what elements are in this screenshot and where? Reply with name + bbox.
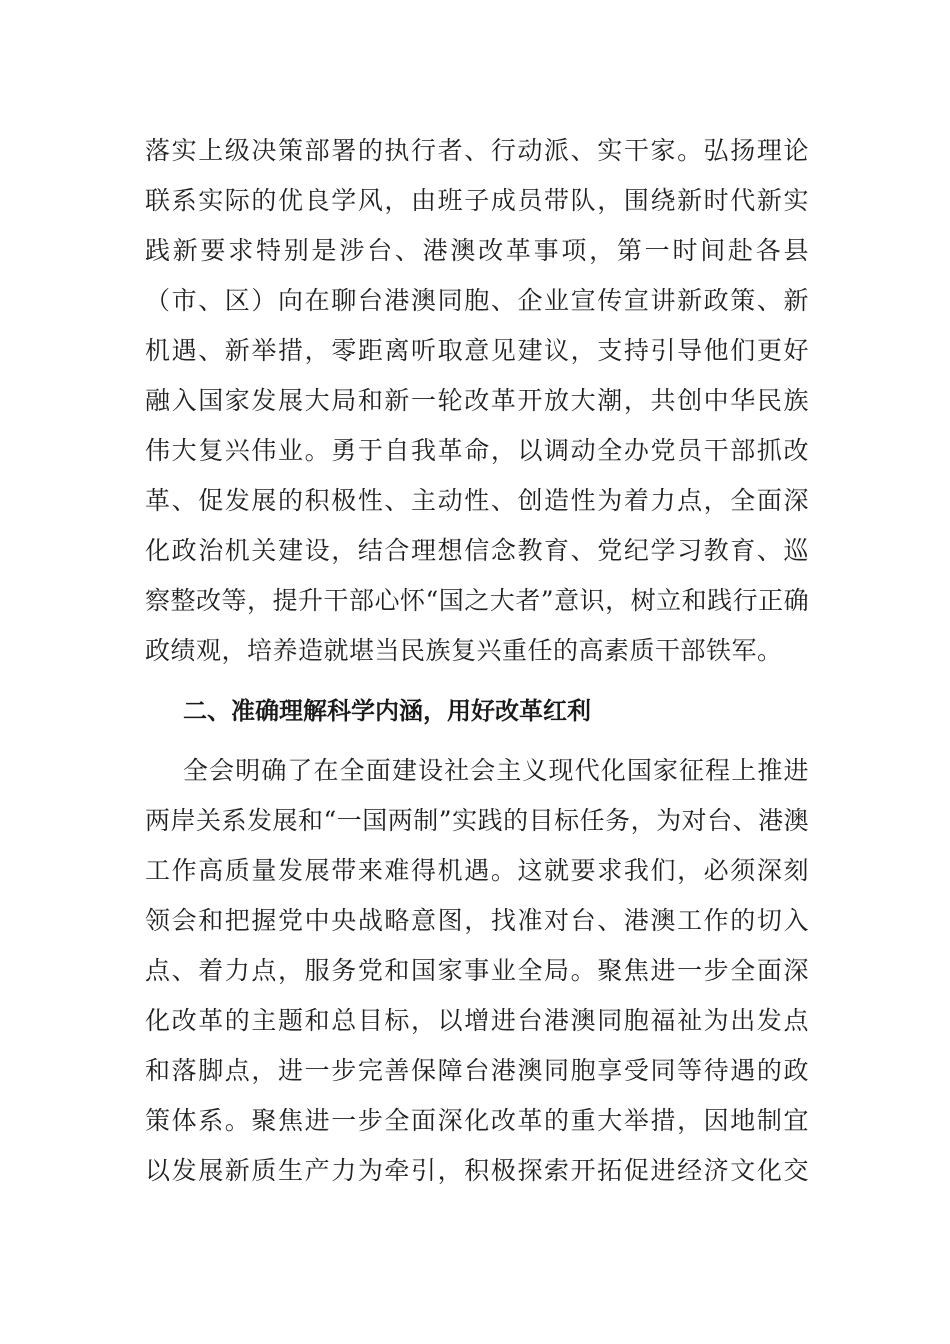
paragraph2-line-8: 策体系。聚焦进一步全面深化改革的重大举措，因地制宜 bbox=[145, 1106, 809, 1135]
paragraph1-line-11: 政绩观，培养造就堪当民族复兴重任的高素质干部铁军。 bbox=[145, 636, 783, 665]
paragraph2-line-6: 化改革的主题和总目标，以增进台港澳同胞福祉为出发点 bbox=[145, 1006, 809, 1035]
paragraph2-line-1: 全会明确了在全面建设社会主义现代化国家征程上推进 bbox=[183, 756, 809, 785]
paragraph2-line-9: 以发展新质生产力为牵引，积极探索开拓促进经济文化交 bbox=[145, 1156, 809, 1185]
paragraph2-line-3: 工作高质量发展带来难得机遇。这就要求我们，必须深刻 bbox=[145, 856, 809, 885]
paragraph1-line-10: 察整改等，提升干部心怀“国之大者”意识，树立和践行正确 bbox=[145, 586, 810, 615]
paragraph2-line-5: 点、着力点，服务党和国家事业全局。聚焦进一步全面深 bbox=[145, 956, 809, 985]
paragraph2-line-2: 两岸关系发展和“一国两制”实践的目标任务，为对台、港澳 bbox=[145, 806, 810, 835]
paragraph1-line-5: 机遇、新举措，零距离听取意见建议，支持引导他们更好 bbox=[145, 336, 809, 365]
paragraph1-line-4: （市、区）向在聊台港澳同胞、企业宣传宣讲新政策、新 bbox=[145, 286, 809, 315]
paragraph1-line-9: 化政治机关建设，结合理想信念教育、党纪学习教育、巡 bbox=[145, 536, 809, 565]
paragraph2-line-7: 和落脚点，进一步完善保障台港澳同胞享受同等待遇的政 bbox=[145, 1056, 809, 1085]
paragraph1-line-6: 融入国家发展大局和新一轮改革开放大潮，共创中华民族 bbox=[145, 386, 809, 415]
paragraph2-line-4: 领会和把握党中央战略意图，找准对台、港澳工作的切入 bbox=[145, 906, 809, 935]
paragraph1-line-2: 联系实际的优良学风，由班子成员带队，围绕新时代新实 bbox=[145, 186, 809, 215]
paragraph1-line-7: 伟大复兴伟业。勇于自我革命，以调动全办党员干部抓改 bbox=[145, 436, 809, 465]
paragraph1-line-8: 革、促发展的积极性、主动性、创造性为着力点，全面深 bbox=[145, 486, 809, 515]
section-heading: 二、准确理解科学内涵，用好改革红利 bbox=[183, 697, 591, 725]
paragraph1-line-3: 践新要求特别是涉台、港澳改革事项，第一时间赴各县 bbox=[145, 236, 809, 265]
paragraph1-line-1: 落实上级决策部署的执行者、行动派、实干家。弘扬理论 bbox=[145, 136, 809, 165]
